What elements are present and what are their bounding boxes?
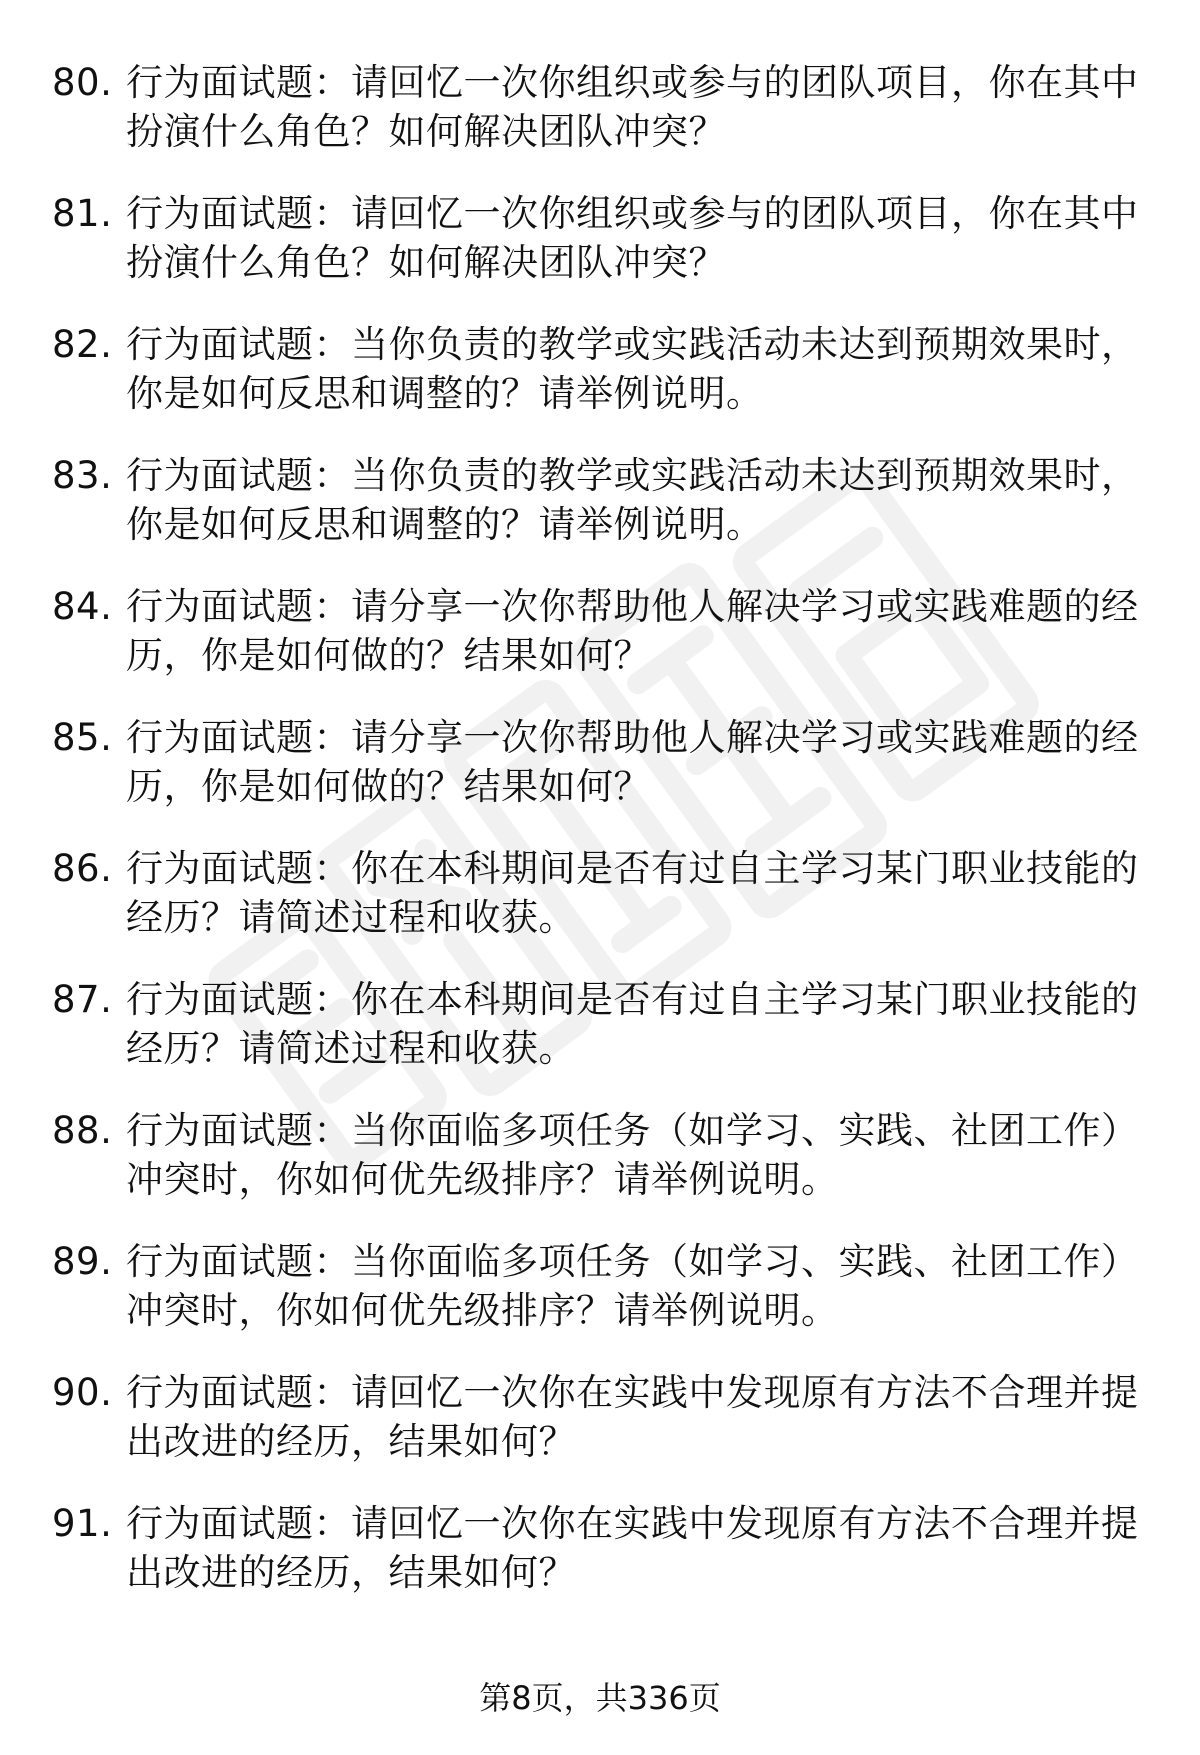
question-text: 行为面试题：当你负责的教学或实践活动未达到预期效果时，你是如何反思和调整的？请举例说明。 (126, 454, 1139, 546)
question-number: 83. (52, 454, 113, 497)
question-number: 82. (52, 323, 113, 366)
question-text: 行为面试题：你在本科期间是否有过自主学习某门职业技能的经历？请简述过程和收获。 (126, 978, 1139, 1070)
question-number: 84. (52, 585, 113, 628)
page-footer-label: 第8页，共336页 (479, 1679, 721, 1717)
question-text: 行为面试题：当你面临多项任务（如学习、实践、社团工作）冲突时，你如何优先级排序？请举例说明。 (126, 1240, 1139, 1332)
question-text: 行为面试题：请分享一次你帮助他人解决学习或实践难题的经历，你是如何做的？结果如何？ (126, 585, 1139, 677)
question-item (52, 320, 1142, 451)
question-item (52, 58, 1142, 189)
question-item (52, 582, 1142, 713)
question-number: 80. (52, 61, 113, 104)
question-text: 行为面试题：你在本科期间是否有过自主学习某门职业技能的经历？请简述过程和收获。 (126, 847, 1139, 939)
question-item (52, 975, 1142, 1106)
question-text: 行为面试题：请回忆一次你组织或参与的团队项目，你在其中扮演什么角色？如何解决团队冲突？ (126, 192, 1139, 284)
question-text: 行为面试题：请回忆一次你在实践中发现原有方法不合理并提出改进的经历，结果如何？ (126, 1502, 1139, 1594)
question-item (52, 189, 1142, 320)
question-text: 行为面试题：当你面临多项任务（如学习、实践、社团工作）冲突时，你如何优先级排序？请举例说明。 (126, 1109, 1139, 1201)
question-item (52, 1106, 1142, 1237)
question-item (52, 713, 1142, 844)
question-number: 81. (52, 192, 113, 235)
question-number: 90. (52, 1371, 113, 1414)
question-item (52, 844, 1142, 975)
question-item (52, 1237, 1142, 1368)
question-number: 89. (52, 1240, 113, 1283)
question-number: 88. (52, 1109, 113, 1152)
question-list (52, 58, 1142, 1630)
question-text: 行为面试题：请回忆一次你在实践中发现原有方法不合理并提出改进的经历，结果如何？ (126, 1371, 1139, 1463)
question-text: 行为面试题：当你负责的教学或实践活动未达到预期效果时，你是如何反思和调整的？请举例说明。 (126, 323, 1139, 415)
question-item (52, 1368, 1142, 1499)
question-number: 85. (52, 716, 113, 759)
question-text: 行为面试题：请回忆一次你组织或参与的团队项目，你在其中扮演什么角色？如何解决团队冲突？ (126, 61, 1139, 153)
question-text: 行为面试题：请分享一次你帮助他人解决学习或实践难题的经历，你是如何做的？结果如何？ (126, 716, 1139, 808)
question-number: 91. (52, 1502, 113, 1545)
question-number: 86. (52, 847, 113, 890)
question-item (52, 451, 1142, 582)
question-number: 87. (52, 978, 113, 1021)
question-item (52, 1499, 1142, 1630)
